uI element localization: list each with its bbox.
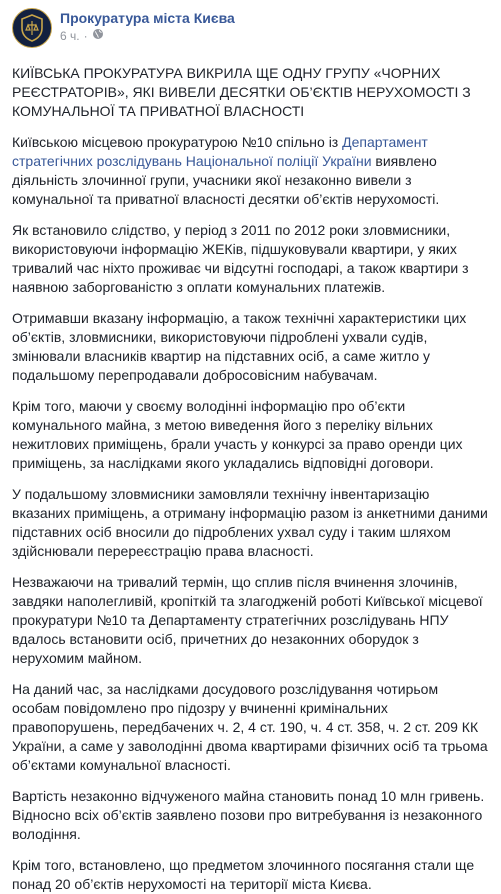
paragraph-7: На даний час, за наслідками досудового розслідування чотирьом особам повідомлено про підозру у вчиненні кримінальних правопорушень, передбачених ч. 2, 4 ст. 190, ч. 4 ст. 358, ч. 2 ст. 209 КК України, а саме у заволодінні двома квартирами фізичних осіб та трьома об’єктами комунальної власності.	[12, 681, 488, 773]
paragraph-9: Крім того, встановлено, що предметом злочинного посягання стали ще понад 20 об’єктів нерухомості на території міста Києва.	[12, 857, 475, 892]
paragraph-5: У подальшому зловмисники замовляли технічну інвентаризацію вказаних приміщень, а отриману інформацію разом із анкетними даними підставних осіб вносили до підроблених ухвал суду і таким шляхом здійснювали перереєстрацію права власності.	[12, 486, 488, 559]
paragraph-3: Отримавши вказану інформацію, а також технічні характеристики цих об’єктів, зловмисники, використовуючи підроблені ухвали судів, змінювали власників квартир на підставних осіб, а саме житло у подальшому перепродавали добросовісним набувачам.	[12, 310, 467, 383]
post-timestamp[interactable]: 6 ч.	[60, 29, 80, 43]
paragraph-8: Вартість незаконно відчуженого майна становить понад 10 млн гривень. Відносно всіх об’єктів заявлено позови про витребування із незаконного володіння.	[12, 788, 485, 842]
post-header	[12, 6, 489, 56]
paragraph-6: Незважаючи на тривалий термін, що сплив після вчинення злочинів, завдяки наполегливій, кропіткій та злагодженій роботі Київської місцевої прокуратури №10 та Департаменту стратегічних розслідувань НПУ вдалось встановити осіб, причетних до незаконних оборудок з нерухомим майном.	[12, 574, 483, 666]
globe-icon[interactable]	[92, 28, 104, 44]
post-body	[12, 64, 489, 894]
page-name-link[interactable]: Прокуратура міста Києва	[60, 10, 235, 26]
department-mention-link[interactable]: Департамент стратегічних розслідувань Національної поліції України	[12, 134, 428, 169]
paragraph-1-start: Київською місцевою прокуратурою №10 спільно із	[12, 134, 343, 150]
prosecutor-emblem-icon[interactable]	[12, 8, 52, 48]
paragraph-1-end: виявлено діяльність злочинної групи, учасники якої незаконно вивели з комунальної та приватної власності десятки об’єктів нерухомості.	[12, 153, 440, 207]
post-headline: КИЇВСЬКА ПРОКУРАТУРА ВИКРИЛА ЩЕ ОДНУ ГРУПУ «ЧОРНИХ РЕЄСТРАТОРІВ», ЯКІ ВИВЕЛИ ДЕСЯТКИ ОБ’ЄКТІВ НЕРУХОМОСТІ З КОМУНАЛЬНОЇ ТА ПРИВАТНОЇ ВЛАСНОСТІ	[12, 65, 471, 119]
paragraph-2: Як встановило слідство, у період з 2011 по 2012 роки зловмисники, використовуючи інформацію ЖЕКів, підшуковували квартири, у яких тривалий час ніхто проживає чи відсутні господарі, а також квартири з наявною заборгованістю з оплати комунальних платежів.	[12, 222, 469, 295]
separator-dot: ·	[83, 29, 88, 43]
paragraph-4: Крім того, маючи у своєму володінні інформацію про об’єкти комунального майна, з метою виведення його з переліку вільних нежитлових приміщень, брали участь у конкурсі за право оренди цих приміщень, за наслідками якого укладались відповідні договори.	[12, 398, 463, 471]
paragraph-1	[12, 133, 489, 209]
